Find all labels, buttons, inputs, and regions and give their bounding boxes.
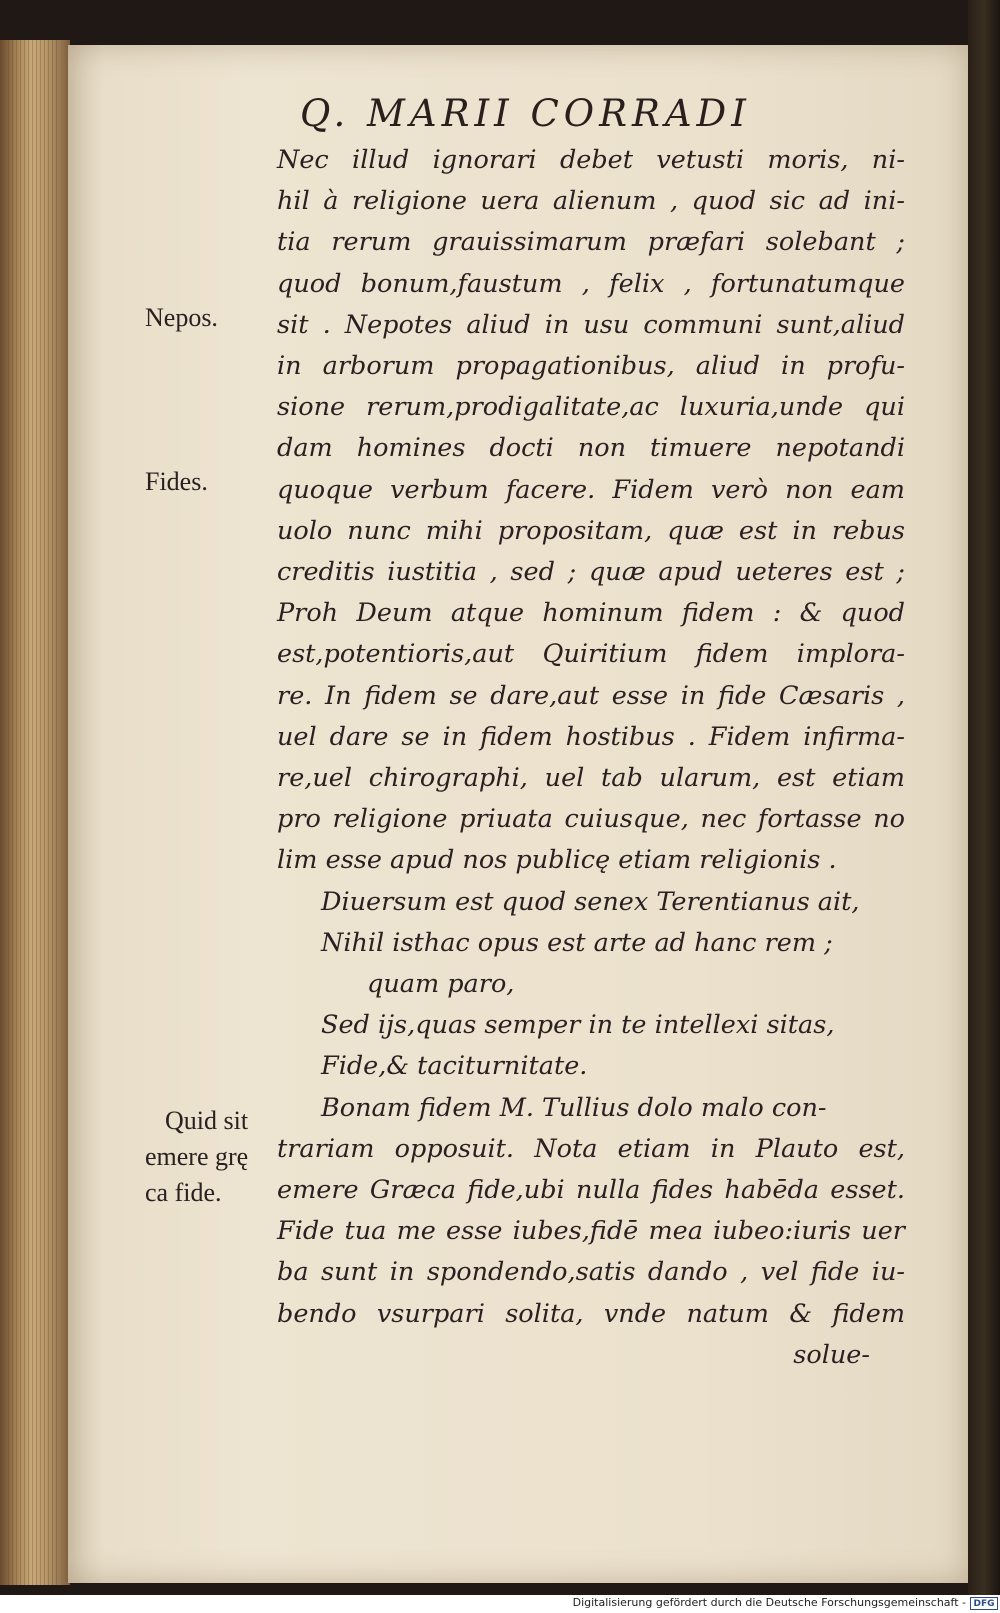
text-line: ba sunt in spondendo,satis dando , vel fide iu- [277, 1257, 905, 1288]
text-line: bendo vsurpari solita, vnde natum & fidem [277, 1298, 905, 1329]
text-line: Fide tua me esse iubes,fidē mea iubeo:iuris uer [277, 1216, 905, 1247]
margin-note-quid-sit: Quid sit [165, 1106, 249, 1135]
text-line: emere Græca fide,ubi nulla fides habēda esset. [277, 1175, 905, 1206]
page-edge-lines [8, 40, 58, 1585]
footer-bar [0, 1595, 1000, 1613]
text-line: in arborum propagationibus, aliud in profu- [277, 351, 905, 382]
verse-line: Fide,& taciturnitate. [321, 1051, 588, 1082]
book-page-edges [0, 40, 70, 1585]
text-line: quoque verbum facere. Fidem verò non eam [277, 474, 905, 505]
text-line: Bonam fidem M. Tullius dolo malo con- [321, 1092, 827, 1123]
margin-note-nepos: Nepos. [145, 303, 218, 332]
catchword: solue- [793, 1339, 870, 1370]
margin-note-emere: emere grę [145, 1142, 249, 1171]
text-line: re,uel chirographi, uel tab ularum, est etiam [277, 763, 905, 794]
text-line: trariam opposuit. Nota etiam in Plauto est, [277, 1133, 905, 1164]
verse-line: Nihil isthac opus est arte ad hanc rem ; [321, 927, 833, 958]
text-line: dam homines docti non timuere nepotandi [277, 433, 905, 464]
text-line: sione rerum,prodigalitate,ac luxuria,unde qui [277, 392, 905, 423]
text-line: tia rerum grauissimarum præfari solebant ; [277, 227, 905, 258]
running-head: Q. MARII CORRADI [300, 92, 751, 135]
text-line: lim esse apud nos publicę etiam religionis . [277, 845, 837, 876]
text-line: uolo nunc mihi propositam, quæ est in rebus [277, 515, 905, 546]
margin-note-fides: Fides. [145, 467, 208, 496]
margin-note-graeca-fide: ca fide. [145, 1178, 222, 1207]
text-line: est,potentioris,aut Quiritium fidem implora- [277, 639, 905, 670]
text-line: re. In fidem se dare,aut esse in fide Cæsaris , [277, 680, 905, 711]
dfg-logo-icon: DFG [970, 1597, 998, 1610]
funding-credit: Digitalisierung gefördert durch die Deutsche Forschungsgemeinschaft - [572, 1596, 966, 1609]
verse-line: Sed ijs,quas semper in te intellexi sitas, [321, 1010, 835, 1041]
text-line: hil à religione uera alienum , quod sic ad ini- [277, 186, 905, 217]
verse-line: quam paro, [367, 969, 515, 1000]
text-line: Nec illud ignorari debet vetusti moris, ni- [277, 145, 905, 175]
text-line: pro religione priuata cuiusque, nec fortasse no [277, 804, 905, 835]
text-line: uel dare se in fidem hostibus . Fidem infirma- [277, 721, 905, 752]
main-text-block [277, 140, 905, 1376]
text-line: Proh Deum atque hominum fidem : & quod [277, 598, 905, 629]
verse-line: Diuersum est quod senex Terentianus ait, [321, 886, 860, 917]
text-line: creditis iustitia , sed ; quæ apud ueteres est ; [277, 557, 905, 588]
text-line: sit . Nepotes aliud in usu communi sunt,aliud [277, 309, 905, 340]
book-gutter [968, 0, 1000, 1595]
text-line: quod bonum,faustum , felix , fortunatumque [277, 268, 905, 299]
